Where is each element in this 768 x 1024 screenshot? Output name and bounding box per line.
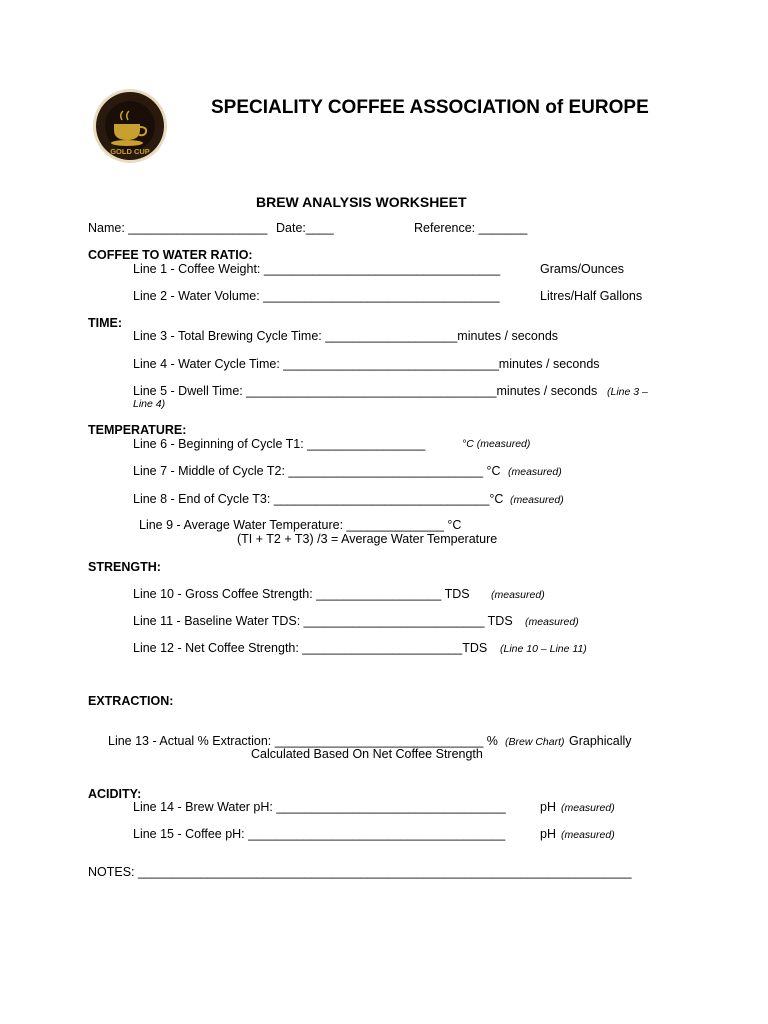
line8-end-cycle[interactable]: Line 8 - End of Cycle T3: _______________________________°C	[133, 492, 504, 506]
line2-water-volume[interactable]: Line 2 - Water Volume: __________________________________	[133, 289, 500, 303]
temperature-formula: (TI + T2 + T3) /3 = Average Water Temperature	[237, 532, 498, 546]
line13-tail: Graphically	[569, 734, 632, 748]
line10-gross-strength[interactable]: Line 10 - Gross Coffee Strength: __________________ TDS	[133, 587, 470, 601]
logo-gold-cup-text: GOLD CUP	[110, 147, 150, 156]
line5-dwell-time[interactable]: Line 5 - Dwell Time: ____________________________________minutes / seconds	[133, 384, 598, 398]
reference-field[interactable]: Reference: _______	[414, 221, 528, 235]
line15-note: (measured)	[561, 829, 615, 841]
line1-coffee-weight[interactable]: Line 1 - Coffee Weight: __________________________________	[133, 262, 501, 276]
date-field[interactable]: Date:____	[276, 221, 334, 235]
line14-note: (measured)	[561, 802, 615, 814]
worksheet-title: BREW ANALYSIS WORKSHEET	[256, 194, 467, 210]
line13-note: (Brew Chart)	[505, 736, 565, 748]
line12-net-strength[interactable]: Line 12 - Net Coffee Strength: _______________________TDS	[133, 641, 488, 655]
line14-unit: pH	[540, 800, 556, 814]
name-field[interactable]: Name: ____________________	[88, 221, 268, 235]
coffee-cup-icon	[114, 124, 140, 140]
line5-note: (Line 3 –	[607, 386, 648, 398]
gold-cup-emblem	[88, 88, 172, 166]
line3-total-brewing-time[interactable]: Line 3 - Total Brewing Cycle Time: ___________________minutes / seconds	[133, 329, 559, 343]
ratio-heading: COFFEE TO WATER RATIO:	[88, 248, 253, 262]
line7-note: (measured)	[508, 466, 562, 478]
line8-note: (measured)	[510, 494, 564, 506]
line15-coffee-ph[interactable]: Line 15 - Coffee pH: _____________________________________	[133, 827, 506, 841]
line6-beginning-cycle[interactable]: Line 6 - Beginning of Cycle T1: _________________	[133, 437, 426, 451]
line1-unit: Grams/Ounces	[540, 262, 625, 276]
line15-unit: pH	[540, 827, 556, 841]
page-title: SPECIALITY COFFEE ASSOCIATION of EUROPE	[211, 97, 649, 118]
line14-brew-water-ph[interactable]: Line 14 - Brew Water pH: _________________________________	[133, 800, 506, 814]
line9-average-temp[interactable]: Line 9 - Average Water Temperature: ______________ °C	[139, 518, 462, 532]
line13-actual-extraction[interactable]: Line 13 - Actual % Extraction: ______________________________ %	[108, 734, 498, 748]
line5-note-cont: Line 4)	[133, 398, 166, 410]
line12-note: (Line 10 – Line 11)	[500, 643, 587, 655]
line13-continuation: Calculated Based On Net Coffee Strength	[251, 747, 483, 761]
notes-field[interactable]: NOTES: _______________________________________________________________________	[88, 865, 632, 879]
time-heading: TIME:	[88, 316, 123, 330]
gold-cup-logo	[88, 88, 172, 166]
extraction-heading: EXTRACTION:	[88, 694, 174, 708]
temperature-heading: TEMPERATURE:	[88, 423, 187, 437]
line2-unit: Litres/Half Gallons	[540, 289, 643, 303]
acidity-heading: ACIDITY:	[88, 787, 142, 801]
line10-note: (measured)	[491, 589, 545, 601]
line7-middle-cycle[interactable]: Line 7 - Middle of Cycle T2: ____________________________ °C	[133, 464, 501, 478]
line6-unit: °C (measured)	[462, 438, 531, 450]
line4-water-cycle-time[interactable]: Line 4 - Water Cycle Time: _______________________________minutes / seconds	[133, 357, 600, 371]
line11-note: (measured)	[525, 616, 579, 628]
strength-heading: STRENGTH:	[88, 560, 161, 574]
line11-baseline-tds[interactable]: Line 11 - Baseline Water TDS: __________________________ TDS	[133, 614, 513, 628]
